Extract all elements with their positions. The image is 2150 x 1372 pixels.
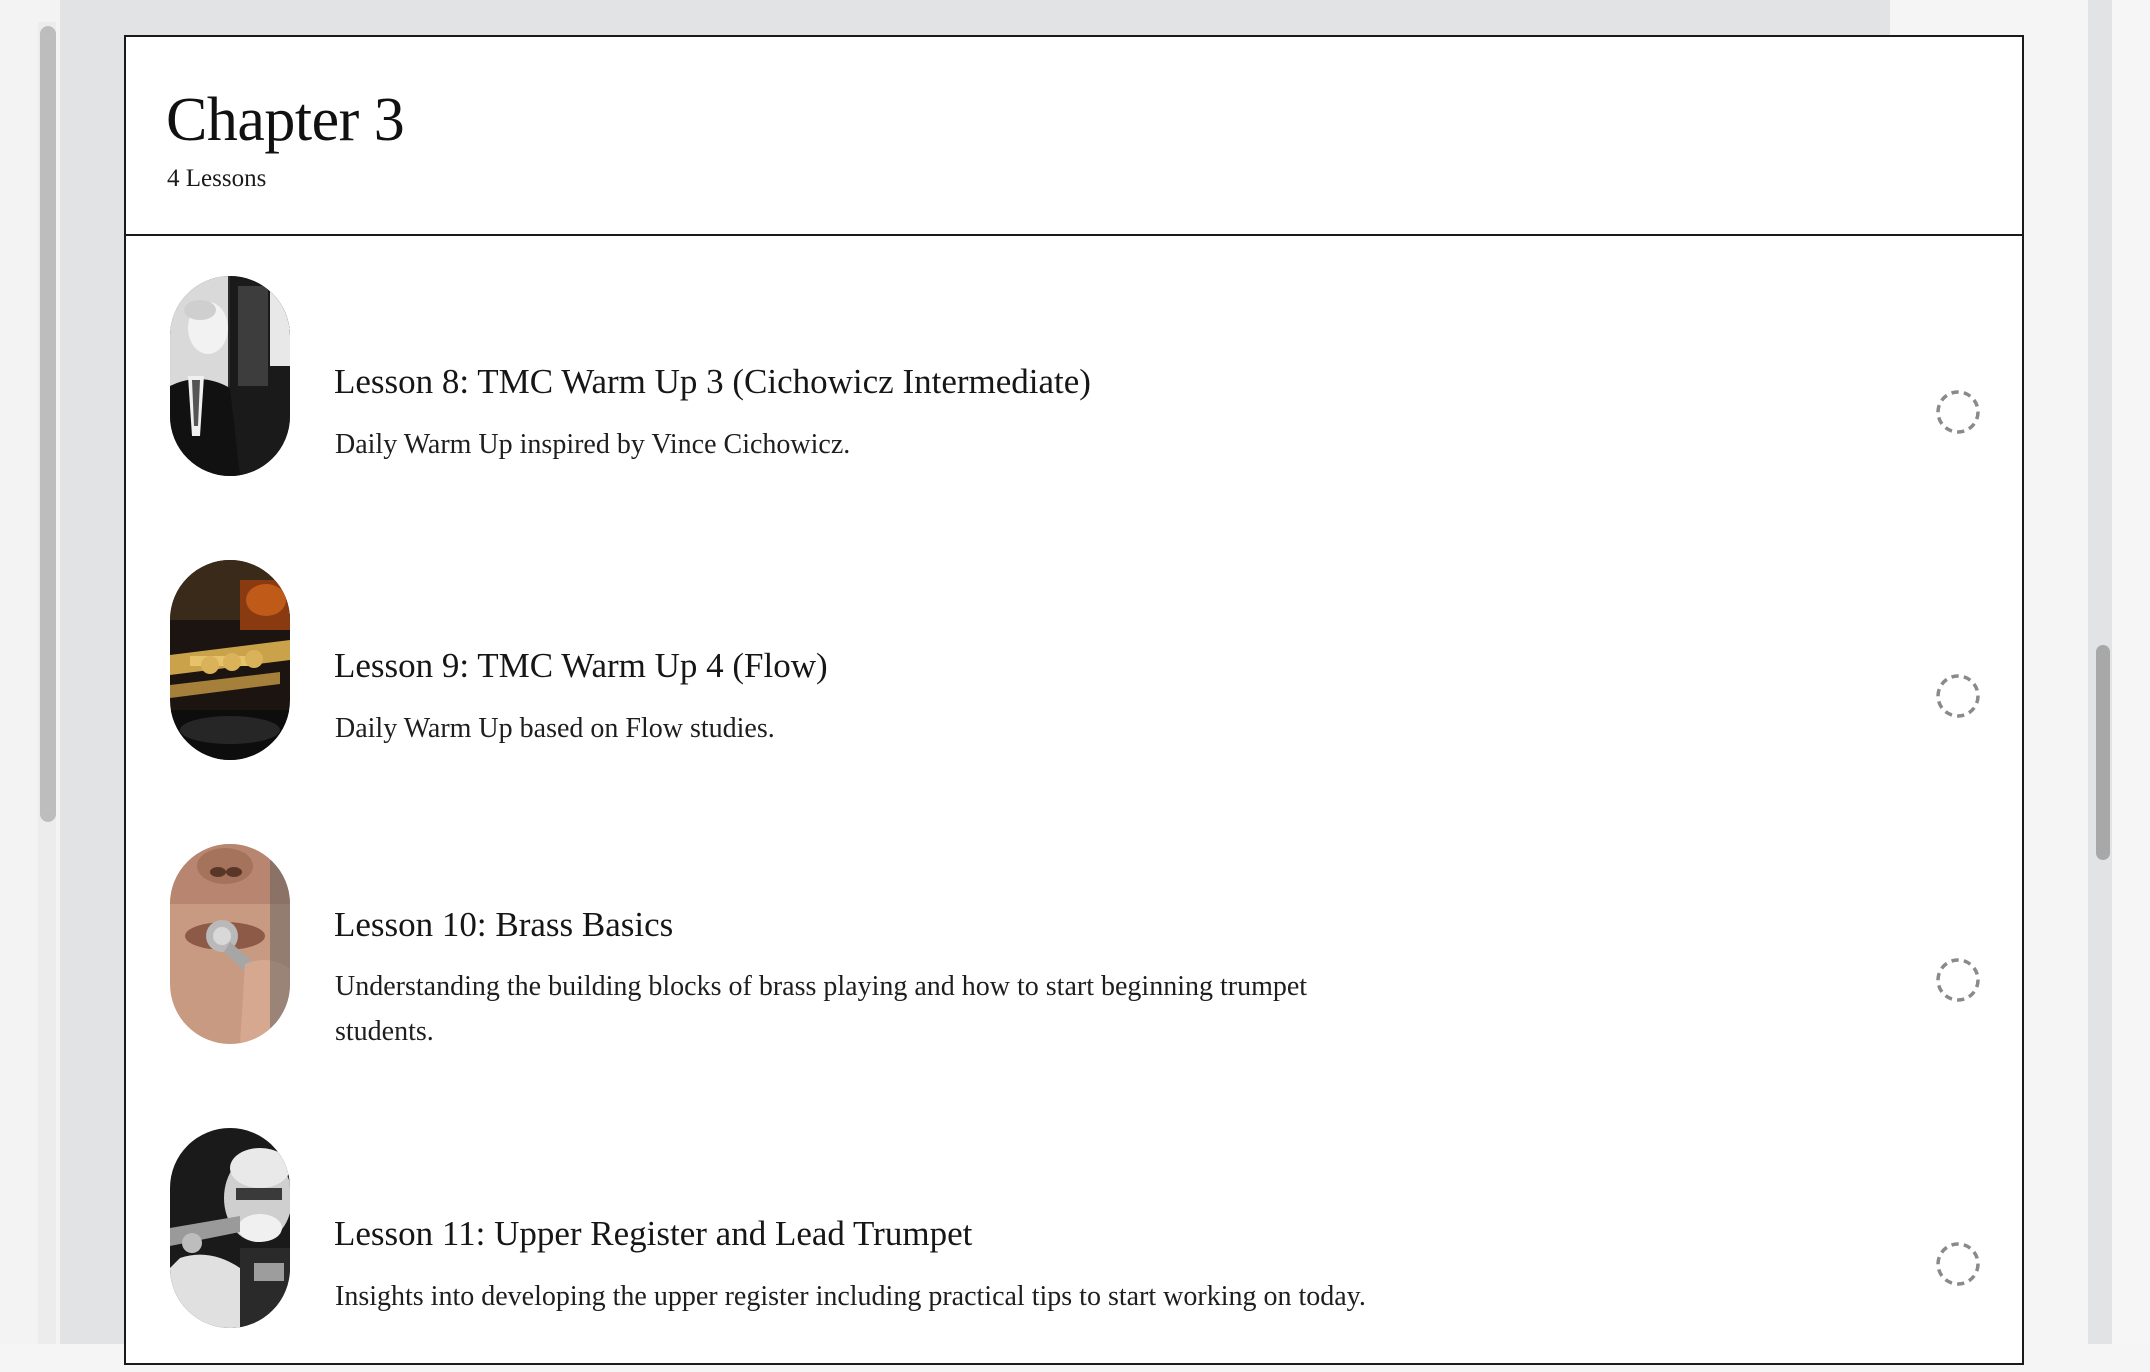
left-scrollbar-thumb[interactable] bbox=[40, 26, 56, 822]
chapter-card bbox=[124, 35, 2024, 1365]
lesson-description: Insights into developing the upper register including practical tips to start working on today. bbox=[335, 1281, 1366, 1312]
trumpet-player-black-and-white-image bbox=[170, 1128, 290, 1328]
lesson-thumbnail[interactable] bbox=[170, 276, 290, 476]
lesson-description: Daily Warm Up inspired by Vince Cichowicz. bbox=[335, 429, 851, 460]
portrait-of-man-in-suit-black-and-white-image bbox=[170, 276, 290, 476]
lesson-item[interactable] bbox=[126, 236, 2022, 520]
lesson-thumbnail[interactable] bbox=[170, 844, 290, 1044]
lesson-title[interactable]: Lesson 9: TMC Warm Up 4 (Flow) bbox=[334, 646, 828, 685]
trumpet-close-up-image bbox=[170, 560, 290, 760]
incomplete-dashed-circle-icon[interactable] bbox=[1934, 956, 1982, 1004]
incomplete-dashed-circle-icon[interactable] bbox=[1934, 388, 1982, 436]
lesson-description: Daily Warm Up based on Flow studies. bbox=[335, 713, 775, 744]
lesson-title[interactable]: Lesson 8: TMC Warm Up 3 (Cichowicz Intermediate) bbox=[334, 362, 1091, 401]
lesson-item[interactable] bbox=[126, 804, 2022, 1088]
lesson-thumbnail[interactable] bbox=[170, 560, 290, 760]
lesson-description: Understanding the building blocks of brass playing and how to start beginning trumpet students. bbox=[335, 971, 1308, 1047]
trumpet-mouthpiece-on-lips-image bbox=[170, 844, 290, 1044]
lesson-title[interactable]: Lesson 11: Upper Register and Lead Trumpet bbox=[334, 1214, 973, 1253]
incomplete-dashed-circle-icon[interactable] bbox=[1934, 672, 1982, 720]
lesson-thumbnail[interactable] bbox=[170, 1128, 290, 1328]
lesson-title[interactable]: Lesson 10: Brass Basics bbox=[334, 905, 674, 944]
lesson-item[interactable] bbox=[126, 1088, 2022, 1372]
right-scrollbar-thumb[interactable] bbox=[2096, 645, 2110, 860]
chapter-header[interactable] bbox=[126, 37, 2022, 236]
lesson-item[interactable] bbox=[126, 520, 2022, 804]
chapter-title: Chapter 3 bbox=[166, 86, 405, 154]
incomplete-dashed-circle-icon[interactable] bbox=[1934, 1240, 1982, 1288]
chapter-lesson-count: 4 Lessons bbox=[167, 165, 267, 192]
